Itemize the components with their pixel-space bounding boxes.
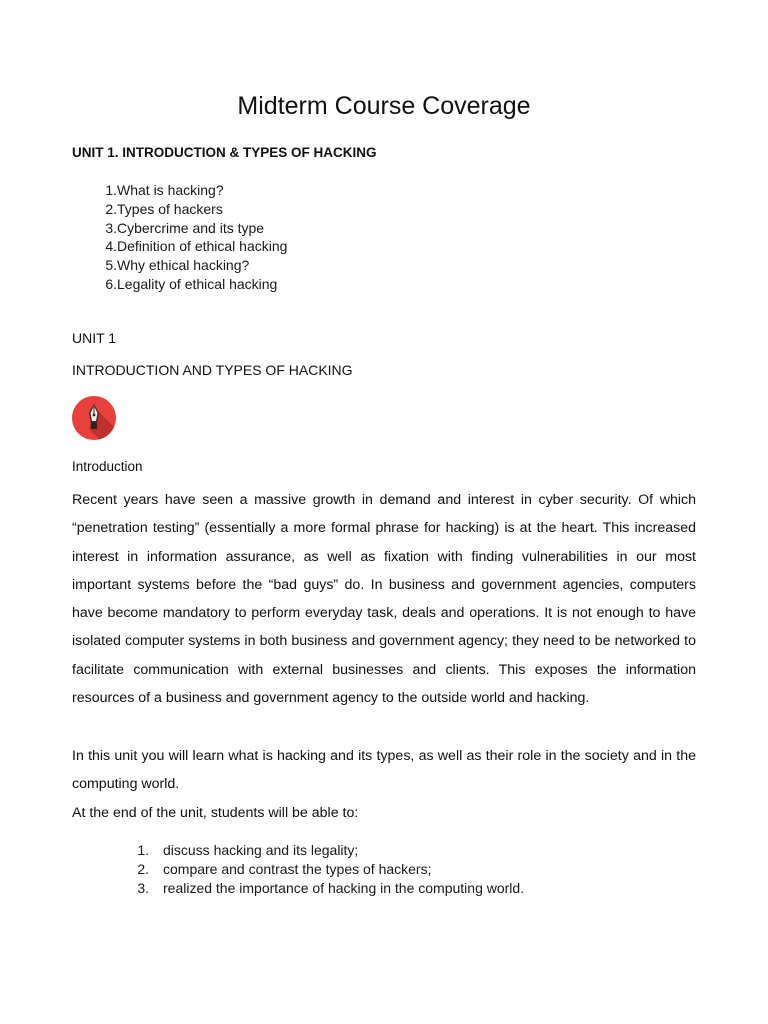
list-item-number: 3. bbox=[137, 880, 149, 896]
list-item-text: Cybercrime and its type bbox=[117, 219, 265, 236]
objectives-list bbox=[118, 841, 525, 898]
list-item-text: compare and contrast the types of hackers; bbox=[163, 861, 432, 877]
introduction-paragraph: Recent years have seen a massive growth in demand and interest in cyber security. Of which “penetration testing” (essentially a more formal phrase for hacking) is at the heart. This increased interest in information assurance, as well as fixation with finding vulnerabilities in our most important systems before the “bad guys” do. In business and government agencies, computers have become mandatory to perform everyday task, deals and operations. It is not enough to have isolated computer systems in both business and government agency; they need to be networked to facilitate communication with external businesses and clients. This exposes the information resources of a business and government agency to the outside world and hacking. bbox=[72, 492, 696, 707]
list-item-number: 3. bbox=[105, 219, 117, 236]
unit-overview-paragraph: In this unit you will learn what is hacking and its types, as well as their role in the society and in the computing world. bbox=[72, 748, 696, 793]
list-item-number: 6. bbox=[105, 275, 117, 292]
unit-label: UNIT 1 bbox=[72, 330, 117, 346]
list-item bbox=[72, 237, 288, 256]
fountain-pen-icon bbox=[71, 395, 117, 441]
list-item bbox=[72, 275, 278, 294]
page-title: Midterm Course Coverage bbox=[237, 92, 531, 120]
list-item-number: 5. bbox=[105, 257, 117, 274]
list-item-number: 1. bbox=[105, 182, 117, 198]
list-item-number: 4. bbox=[105, 238, 117, 255]
objectives-intro: At the end of the unit, students will be able to: bbox=[72, 805, 359, 821]
unit-title: INTRODUCTION AND TYPES OF HACKING bbox=[72, 362, 353, 378]
list-item-text: Why ethical hacking? bbox=[117, 257, 250, 274]
list-item bbox=[72, 200, 223, 219]
list-item-text: Types of hackers bbox=[117, 200, 223, 217]
list-item-text: Definition of ethical hacking bbox=[117, 238, 288, 255]
list-item-text: discuss hacking and its legality; bbox=[163, 842, 359, 858]
unit-heading: UNIT 1. INTRODUCTION & TYPES OF HACKING bbox=[72, 145, 377, 160]
introduction-heading: Introduction bbox=[72, 459, 143, 474]
list-item-number: 2. bbox=[137, 861, 149, 877]
topic-list bbox=[72, 181, 288, 294]
list-item-number: 1. bbox=[137, 842, 149, 858]
list-item bbox=[72, 181, 224, 200]
list-item bbox=[72, 219, 265, 238]
list-item bbox=[72, 256, 250, 275]
list-item-text: realized the importance of hacking in the computing world. bbox=[163, 880, 525, 896]
list-item-number: 2. bbox=[105, 200, 117, 217]
list-item-text: What is hacking? bbox=[117, 182, 224, 198]
list-item bbox=[118, 841, 359, 860]
list-item bbox=[118, 879, 525, 898]
list-item bbox=[118, 860, 432, 879]
list-item-text: Legality of ethical hacking bbox=[117, 275, 278, 292]
